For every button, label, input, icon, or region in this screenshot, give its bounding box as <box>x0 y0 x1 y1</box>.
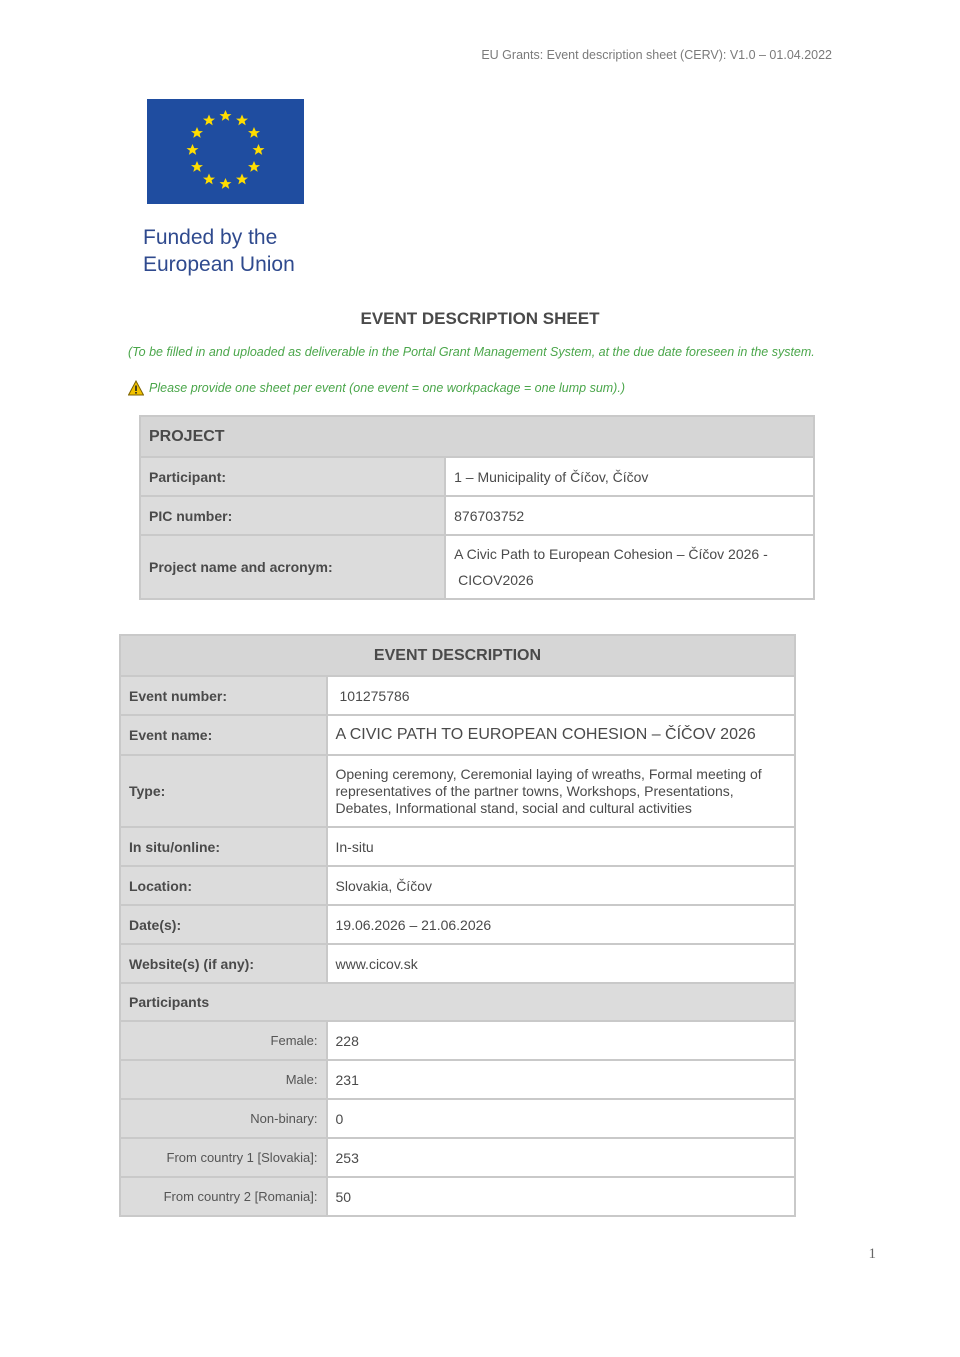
project-name-line-1: A Civic Path to European Cohesion – Číčov 2026 - <box>454 546 768 562</box>
project-heading: PROJECT <box>140 416 814 457</box>
female-label: Female: <box>120 1021 327 1060</box>
in-situ-label: In situ/online: <box>120 827 327 866</box>
country-2-value: 50 <box>327 1177 796 1216</box>
page-number: 1 <box>868 1246 876 1262</box>
event-name-value: A CIVIC PATH TO EUROPEAN COHESION – ČÍČOV 2026 <box>327 715 796 755</box>
type-label: Type: <box>120 755 327 827</box>
project-name-line-2: CICOV2026 <box>458 572 534 588</box>
header-reference: EU Grants: Event description sheet (CERV): V1.0 – 01.04.2022 <box>481 48 832 62</box>
participant-label: Participant: <box>140 457 445 496</box>
event-table <box>119 634 796 1217</box>
male-label: Male: <box>120 1060 327 1099</box>
pic-number-label: PIC number: <box>140 496 445 535</box>
country-1-value: 253 <box>327 1138 796 1177</box>
participants-heading: Participants <box>120 983 795 1021</box>
note-text: Please provide one sheet per event (one event = one workpackage = one lump sum).) <box>149 381 625 395</box>
eu-flag-logo <box>147 99 304 204</box>
event-number-value: 101275786 <box>327 676 796 715</box>
dates-value: 19.06.2026 – 21.06.2026 <box>327 905 796 944</box>
location-value: Slovakia, Číčov <box>327 866 796 905</box>
event-heading: EVENT DESCRIPTION <box>120 635 795 676</box>
event-name-label: Event name: <box>120 715 327 755</box>
country-2-label: From country 2 [Romania]: <box>120 1177 327 1216</box>
document-title: EVENT DESCRIPTION SHEET <box>360 309 600 328</box>
location-label: Location: <box>120 866 327 905</box>
country-1-label: From country 1 [Slovakia]: <box>120 1138 327 1177</box>
project-name-value <box>445 535 814 599</box>
male-value: 231 <box>327 1060 796 1099</box>
instructions-text: (To be filled in and uploaded as deliverable in the Portal Grant Management System, at the due date foreseen in the system. <box>128 345 815 359</box>
female-value: 228 <box>327 1021 796 1060</box>
project-table <box>139 415 815 600</box>
event-number-label: Event number: <box>120 676 327 715</box>
eu-stars-icon <box>147 99 304 204</box>
logo-line-2: European Union <box>143 253 295 276</box>
pic-number-value: 876703752 <box>445 496 814 535</box>
website-label: Website(s) (if any): <box>120 944 327 983</box>
non-binary-value: 0 <box>327 1099 796 1138</box>
warning-icon <box>128 380 144 396</box>
participant-value: 1 – Municipality of Číčov, Číčov <box>445 457 814 496</box>
eu-funding-text <box>143 224 295 278</box>
note-line <box>128 380 625 396</box>
dates-label: Date(s): <box>120 905 327 944</box>
non-binary-label: Non-binary: <box>120 1099 327 1138</box>
project-name-label: Project name and acronym: <box>140 535 445 599</box>
in-situ-value: In-situ <box>327 827 796 866</box>
logo-line-1: Funded by the <box>143 226 278 249</box>
type-value: Opening ceremony, Ceremonial laying of wreaths, Formal meeting of representatives of the partner towns, Workshops, Presentations, Debates, Informational stand, social and cultural activities <box>327 755 796 827</box>
website-value: www.cicov.sk <box>327 944 796 983</box>
